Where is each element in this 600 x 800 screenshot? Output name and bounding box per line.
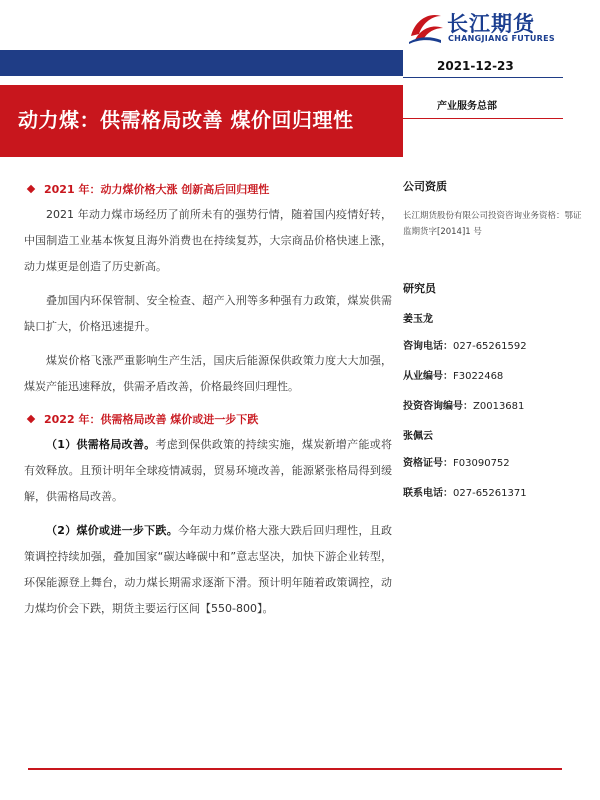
report-date: 2021-12-23 bbox=[437, 59, 514, 73]
company-logo bbox=[405, 6, 595, 46]
researcher-name: 张佩云 bbox=[403, 431, 433, 442]
qualification-text: 长江期货股份有限公司投资咨询业务资格：鄂证监期货字[2014]1 号 bbox=[403, 211, 582, 237]
diamond-bullet-icon bbox=[27, 415, 35, 423]
qualification-title: 公司资质 bbox=[403, 180, 447, 193]
date-underline bbox=[403, 77, 563, 78]
section-heading-text: 2021 年：动力煤价格大涨 创新高后回归理性 bbox=[44, 183, 270, 196]
researcher-contact-line: 咨询电话：027-65261592 bbox=[403, 341, 527, 352]
header-divider-blue bbox=[400, 50, 403, 76]
paragraph-item bbox=[24, 432, 392, 510]
logo-text-cn: 长江期货 bbox=[447, 12, 535, 36]
researcher-contact-line: 联系电话：027-65261371 bbox=[403, 488, 527, 499]
bottom-divider bbox=[28, 768, 562, 770]
changjiang-logo-icon bbox=[405, 6, 445, 46]
main-content bbox=[24, 178, 392, 630]
paragraph: 煤炭价格飞涨严重影响生产生活，国庆后能源保供政策力度大大加强，煤炭产能迅速释放，供需矛盾改善，价格最终回归理性。 bbox=[24, 354, 392, 393]
department-underline bbox=[403, 118, 563, 119]
report-title: 动力煤：供需格局改善 煤价回归理性 bbox=[18, 108, 354, 132]
researcher-name: 姜玉龙 bbox=[403, 314, 433, 325]
researcher-title: 研究员 bbox=[403, 282, 436, 295]
section-heading-2021 bbox=[24, 178, 392, 200]
researcher-contact-line: 投资咨询编号：Z0013681 bbox=[403, 401, 525, 412]
researcher-contact-line: 从业编号：F3022468 bbox=[403, 371, 504, 382]
section-heading-text: 2022 年：供需格局改善 煤价或进一步下跌 bbox=[44, 413, 259, 426]
section-heading-2022 bbox=[24, 408, 392, 430]
item-text: 今年动力煤价格大涨大跌后回归理性，且政策调控持续加强，叠加国家“碳达峰碳中和”意志坚决，加快下游企业转型，环保能源登上舞台，动力煤长期需求逐渐下滑。预计明年随着政策调控，动力煤均价会下跌，期货主要运行区间【550-800】。 bbox=[24, 524, 393, 615]
paragraph: 2021 年动力煤市场经历了前所未有的强势行情，随着国内疫情好转，中国制造工业基本恢复且海外消费也在持续复苏，大宗商品价格快速上涨，动力煤更是创造了历史新高。 bbox=[24, 208, 392, 273]
paragraph-item bbox=[24, 518, 392, 622]
header-band-blue bbox=[0, 50, 400, 76]
item-lead: （1）供需格局改善。 bbox=[46, 438, 156, 451]
researcher-contact-line: 资格证号：F03090752 bbox=[403, 458, 510, 469]
header-divider-red bbox=[400, 85, 403, 157]
department-name: 产业服务总部 bbox=[437, 101, 497, 112]
diamond-bullet-icon bbox=[27, 185, 35, 193]
logo-text-en: CHANGJIANG FUTURES bbox=[448, 34, 555, 43]
sidebar bbox=[403, 178, 583, 514]
paragraph: 叠加国内环保管制、安全检查、超产入刑等多种强有力政策，煤炭供需缺口扩大，价格迅速提升。 bbox=[24, 294, 392, 333]
item-text: 考虑到保供政策的持续实施，煤炭新增产能或将有效释放。且预计明年全球疫情减弱，贸易环境改善，能源紧张格局得到缓解，供需格局改善。 bbox=[24, 438, 392, 503]
item-lead: （2）煤价或进一步下跌。 bbox=[46, 524, 178, 537]
